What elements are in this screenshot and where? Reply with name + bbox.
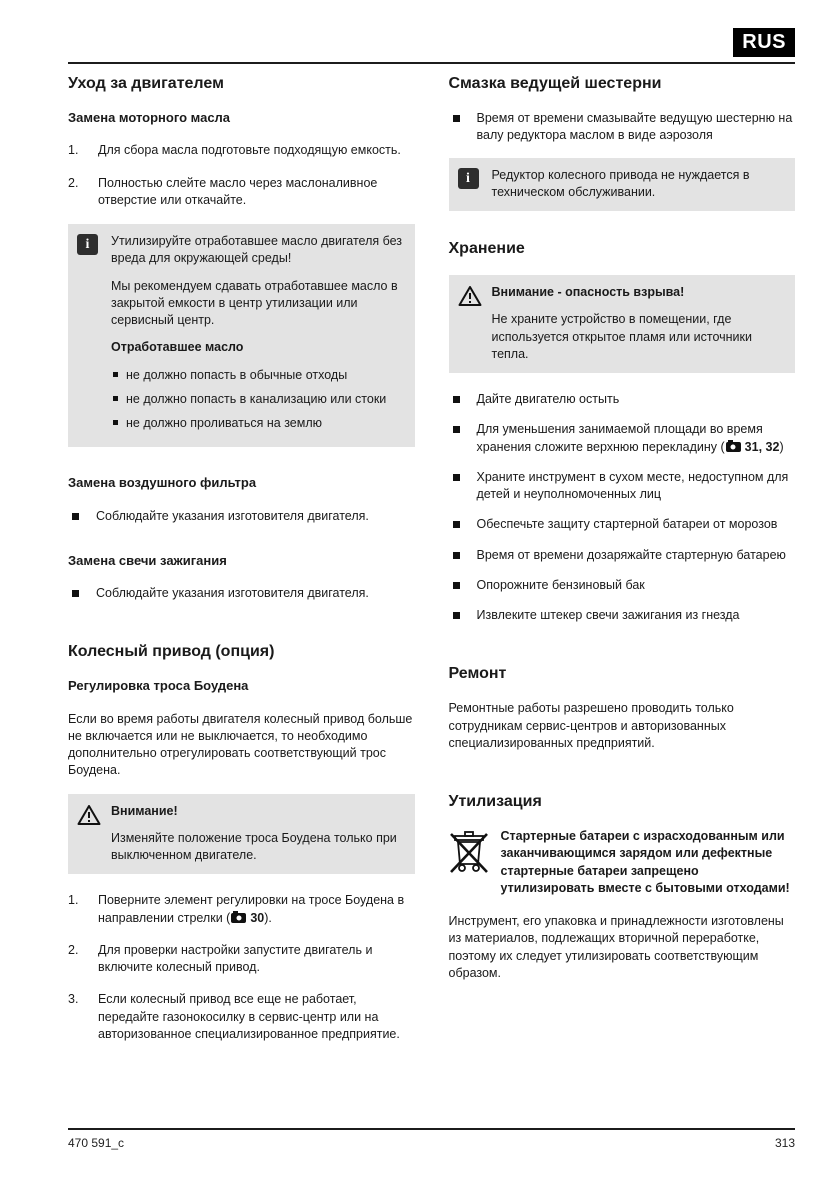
repair-text: Ремонтные работы разрешено проводить только сотрудникам сервис-центров и авторизованных специализированных предприятий.	[448, 701, 734, 750]
content-columns	[68, 74, 795, 1058]
step-number: 1.	[68, 893, 79, 908]
subtitle-air-filter: Замена воздушного фильтра	[68, 475, 257, 491]
warning-title: Внимание - опасность взрыва!	[491, 285, 685, 299]
step-number: 2.	[68, 942, 79, 957]
step-item	[68, 892, 415, 927]
bullet-square-icon	[113, 396, 118, 401]
warning-icon	[458, 285, 492, 307]
info-text: Утилизируйте отработавшее масло двигателя без вреда для окружающей среды!	[111, 234, 403, 266]
bullet-item: Опорожните бензиновый бак	[449, 577, 796, 594]
bullet-square-icon	[453, 426, 460, 433]
step-item	[68, 991, 415, 1043]
step-text: Для сбора масла подготовьте подходящую емкость.	[98, 143, 401, 158]
page-footer	[68, 1128, 795, 1150]
info-bullet-item: не должно попасть в обычные отходы	[111, 367, 403, 384]
bullet-square-icon	[453, 612, 460, 619]
step-item	[68, 142, 415, 159]
bullet-item: Обеспечьте защиту стартерной батареи от морозов	[449, 516, 796, 533]
info-text: Мы рекомендуем сдавать отработавшее масло в закрытой емкости в центр утилизации или сервисный центр.	[111, 278, 398, 327]
bullet-item: Соблюдайте указания изготовителя двигателя.	[68, 585, 415, 602]
step-number: 1.	[68, 143, 79, 158]
subtitle-oil-change: Замена моторного масла	[68, 110, 231, 125]
bullet-square-icon	[453, 474, 460, 481]
disposal-notice	[449, 828, 796, 897]
info-icon-column	[458, 167, 492, 204]
section-title-gear-lubrication: Смазка ведущей шестерни	[448, 75, 662, 92]
bullet-square-icon	[453, 552, 460, 559]
warning-box-explosion	[449, 275, 796, 373]
disposal-bold-text: Стартерные батареи с израсходованным или заканчивающимся зарядом или дефектные стартерные батареи запрещено утилизировать вместе с бытовыми отходами!	[500, 829, 790, 895]
info-icon: i	[458, 168, 479, 189]
warning-icon	[77, 804, 111, 826]
language-badge: RUS	[733, 28, 795, 57]
figure-reference: 31, 32	[744, 439, 780, 454]
info-bullet-item: не должно проливаться на землю	[111, 415, 403, 432]
warning-icon-column	[458, 284, 492, 365]
bullet-square-icon	[113, 420, 118, 425]
step-item	[68, 175, 415, 210]
step-text: Поверните элемент регулировки на тросе Боудена в направлении стрелки ( 30).	[98, 893, 405, 925]
bullet-square-icon	[453, 521, 460, 528]
bullet-item: Извлеките штекер свечи зажигания из гнезда	[449, 607, 796, 624]
bullet-item: Для уменьшения занимаемой площади во время хранения сложите верхнюю перекладину ( 31, 32)	[449, 421, 796, 456]
info-icon: i	[77, 234, 98, 255]
right-column	[449, 74, 796, 1058]
camera-icon	[726, 442, 741, 452]
info-box-oil-disposal	[68, 224, 415, 447]
figure-reference: 30	[250, 910, 265, 925]
page-header	[68, 26, 795, 64]
bullet-item: Храните инструмент в сухом месте, недоступном для детей и неуполномоченных лиц	[449, 469, 796, 504]
subtitle-spark-plug: Замена свечи зажигания	[68, 552, 227, 568]
bullet-item: Соблюдайте указания изготовителя двигателя.	[68, 508, 415, 525]
bullet-item: Время от времени смазывайте ведущую шестерню на валу редуктора маслом в виде аэрозоля	[449, 110, 796, 145]
bullet-item: Время от времени дозаряжайте стартерную батарею	[449, 547, 796, 564]
page-number: 313	[774, 1136, 795, 1150]
step-item	[68, 942, 415, 977]
info-bullet-item: не должно попасть в канализацию или стоки	[111, 391, 403, 408]
warning-text: Изменяйте положение троса Боудена только при выключенном двигателе.	[111, 830, 397, 862]
bullet-square-icon	[453, 115, 460, 122]
info-box-gearbox	[449, 158, 796, 212]
section-title-disposal: Утилизация	[448, 793, 542, 810]
disposal-text: Инструмент, его упаковка и принадлежности изготовлены из материалов, подлежащих вторичной переработке, поэтому их следует утилизировать соответствующим образом.	[448, 914, 784, 980]
warning-icon-column	[77, 803, 111, 867]
document-code: 470 591_c	[68, 1136, 125, 1150]
bullet-square-icon	[72, 513, 79, 520]
step-number: 2.	[68, 175, 79, 190]
weee-crossed-bin-icon	[449, 828, 501, 897]
bullet-item: Дайте двигателю остыть	[449, 391, 796, 408]
step-text: Для проверки настройки запустите двигатель и включите колесный привод.	[98, 942, 373, 974]
warning-text: Не храните устройство в помещении, где используется открытое пламя или источники тепла.	[491, 312, 752, 361]
warning-title: Внимание!	[111, 803, 178, 818]
step-text: Если колесный привод все еще не работает, передайте газонокосилку в сервис-центр или на авторизованное специализированное предприятие.	[98, 992, 400, 1041]
subtitle-bowden-cable: Регулировка троса Боудена	[68, 678, 249, 694]
section-title-wheel-drive: Колесный привод (опция)	[68, 643, 275, 661]
step-number: 3.	[68, 992, 79, 1007]
warning-box-bowden	[68, 794, 415, 875]
section-title-engine-care: Уход за двигателем	[68, 75, 224, 92]
bullet-square-icon	[113, 372, 118, 377]
info-subtitle: Отработавшее масло	[111, 340, 244, 355]
info-text: Редуктор колесного привода не нуждается в техническом обслуживании.	[491, 167, 750, 199]
bullet-square-icon	[72, 590, 79, 597]
left-column	[68, 74, 415, 1058]
section-title-repair: Ремонт	[448, 665, 507, 683]
bowden-intro-text: Если во время работы двигателя колесный привод больше не включается или не выключается, то необходимо дополнительно отрегулировать соответствующий трос Боудена.	[68, 711, 413, 778]
bullet-square-icon	[453, 582, 460, 589]
section-title-storage: Хранение	[448, 240, 525, 257]
bullet-square-icon	[453, 396, 460, 403]
info-icon-column	[77, 233, 111, 439]
camera-icon	[231, 913, 246, 923]
step-text: Полностью слейте масло через маслоналивное отверстие или откачайте.	[98, 175, 378, 207]
